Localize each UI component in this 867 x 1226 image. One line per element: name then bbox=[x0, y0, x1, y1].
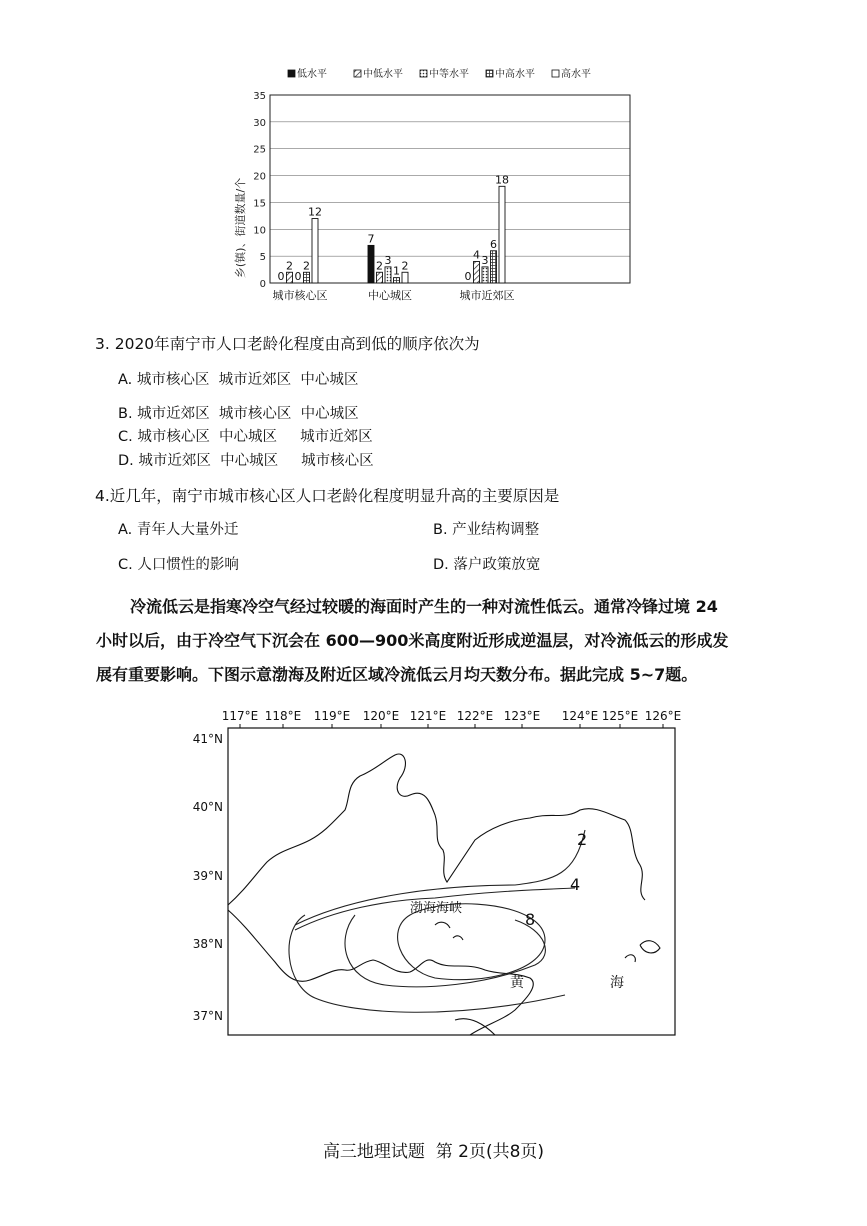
bar bbox=[312, 219, 318, 283]
lon-label: 124°E bbox=[561, 709, 599, 723]
bar-value-label: 6 bbox=[490, 237, 497, 251]
legend-swatch bbox=[552, 70, 559, 77]
bar bbox=[304, 272, 310, 283]
lat-label: 40°N bbox=[192, 800, 223, 814]
bar bbox=[402, 272, 408, 283]
hai-label: 海 bbox=[610, 975, 624, 991]
x-category-label: 城市核心区 bbox=[272, 289, 328, 302]
y-tick-label: 5 bbox=[259, 252, 266, 264]
legend-swatch bbox=[288, 70, 295, 77]
bohai-map bbox=[185, 700, 695, 1045]
legend-swatch bbox=[420, 70, 427, 77]
bar bbox=[482, 267, 488, 283]
q4-option-b[interactable]: B. 产业结构调整 bbox=[433, 522, 540, 538]
bar-value-label: 2 bbox=[376, 259, 383, 273]
bar-value-label: 7 bbox=[367, 232, 375, 246]
legend-swatch bbox=[354, 70, 361, 77]
legend-label: 中等水平 bbox=[429, 69, 469, 80]
lon-label: 117°E bbox=[221, 709, 259, 723]
legend-label: 低水平 bbox=[297, 69, 327, 80]
y-tick-label: 20 bbox=[253, 171, 266, 183]
y-tick-label: 25 bbox=[253, 144, 266, 156]
lon-label: 120°E bbox=[362, 709, 400, 723]
plot-frame bbox=[270, 95, 630, 283]
q4-option-a[interactable]: A. 青年人大量外迁 bbox=[118, 522, 239, 538]
q4-option-d[interactable]: D. 落户政策放宽 bbox=[433, 557, 541, 573]
bar bbox=[377, 272, 383, 283]
bar-value-label: 0 bbox=[294, 270, 302, 283]
lon-label: 125°E bbox=[601, 709, 639, 723]
bar-value-label: 4 bbox=[473, 248, 480, 262]
x-axis-categories bbox=[273, 288, 515, 302]
q3-option-b[interactable]: B. 城市近郊区 城市核心区 中心城区 bbox=[118, 406, 359, 422]
bar-value-label: 1 bbox=[393, 264, 400, 278]
contour-label-8: 8 bbox=[525, 910, 536, 929]
coastline bbox=[228, 754, 660, 1035]
lon-label: 119°E bbox=[313, 709, 351, 723]
contour-label-4: 4 bbox=[570, 875, 581, 894]
lat-label: 39°N bbox=[192, 869, 223, 883]
bar-value-label: 2 bbox=[401, 259, 409, 273]
bar-value-label: 3 bbox=[384, 253, 392, 267]
legend-swatch bbox=[486, 70, 493, 77]
q3-option-c[interactable]: C. 城市核心区 中心城区 城市近郊区 bbox=[118, 429, 373, 445]
chart-legend bbox=[288, 67, 591, 80]
y-axis-label: 乡(镇)、街道数量/个 bbox=[234, 177, 247, 279]
bar-value-label: 12 bbox=[308, 205, 322, 219]
bar-value-label: 2 bbox=[286, 259, 293, 273]
x-category-label: 中心城区 bbox=[368, 289, 412, 302]
bar bbox=[491, 251, 497, 283]
lon-label: 123°E bbox=[503, 709, 541, 723]
y-tick-label: 35 bbox=[253, 91, 266, 102]
y-axis bbox=[253, 91, 266, 290]
lon-label: 121°E bbox=[409, 709, 447, 723]
legend-label: 高水平 bbox=[561, 69, 591, 80]
bar bbox=[287, 272, 293, 283]
cloud-contours bbox=[289, 830, 588, 1012]
q4-option-c[interactable]: C. 人口惯性的影响 bbox=[118, 557, 239, 573]
q3-option-a[interactable]: A. 城市核心区 城市近郊区 中心城区 bbox=[118, 372, 359, 388]
bar-value-label: 3 bbox=[481, 253, 489, 267]
map-frame bbox=[228, 728, 675, 1035]
bar-value-label: 2 bbox=[303, 259, 310, 273]
y-tick-label: 10 bbox=[253, 225, 266, 237]
bar-chart bbox=[230, 60, 650, 310]
bar bbox=[394, 278, 400, 283]
chart-gridlines bbox=[270, 95, 630, 283]
bar bbox=[499, 186, 505, 283]
q4-stem: 4.近几年，南宁市城市核心区人口老龄化程度明显升高的主要原因是 bbox=[95, 487, 560, 505]
lat-label: 37°N bbox=[192, 1009, 223, 1023]
bar-value-label: 18 bbox=[495, 173, 509, 187]
bar-value-label: 0 bbox=[277, 270, 285, 283]
lon-label: 122°E bbox=[456, 709, 494, 723]
bar bbox=[385, 267, 391, 283]
q3-stem: 3. 2020年南宁市人口老龄化程度由高到低的顺序依次为 bbox=[95, 335, 480, 353]
huang-label: 黄 bbox=[510, 975, 524, 991]
lon-label: 118°E bbox=[264, 709, 302, 723]
passage-line-3: 展有重要影响。下图示意渤海及附近区域冷流低云月均天数分布。据此完成 5~7题。 bbox=[96, 665, 698, 684]
q3-option-d[interactable]: D. 城市近郊区 中心城区 城市核心区 bbox=[118, 453, 374, 469]
lon-label: 126°E bbox=[644, 709, 682, 723]
legend-label: 中低水平 bbox=[363, 69, 403, 80]
bar-value-label: 0 bbox=[464, 270, 472, 283]
x-category-label: 城市近郊区 bbox=[459, 289, 515, 302]
legend-label: 中高水平 bbox=[495, 69, 535, 80]
passage-line-2: 小时以后，由于冷空气下沉会在 600—900米高度附近形成逆温层，对冷流低云的形成发 bbox=[96, 631, 729, 650]
bar bbox=[368, 245, 374, 283]
bar bbox=[474, 262, 480, 283]
passage-line-1: 冷流低云是指寒冷空气经过较暖的海面时产生的一种对流性低云。通常冷锋过境 24 bbox=[130, 597, 718, 616]
lat-label: 38°N bbox=[192, 937, 223, 951]
lat-label: 41°N bbox=[192, 732, 223, 746]
page-footer: 高三地理试题 第 2页(共8页) bbox=[322, 1142, 545, 1162]
y-tick-label: 15 bbox=[253, 198, 266, 210]
y-tick-label: 30 bbox=[253, 117, 266, 129]
y-tick-label: 0 bbox=[259, 279, 266, 290]
strait-label: 渤海海峡 bbox=[410, 901, 463, 916]
contour-label-2: 2 bbox=[577, 830, 588, 849]
